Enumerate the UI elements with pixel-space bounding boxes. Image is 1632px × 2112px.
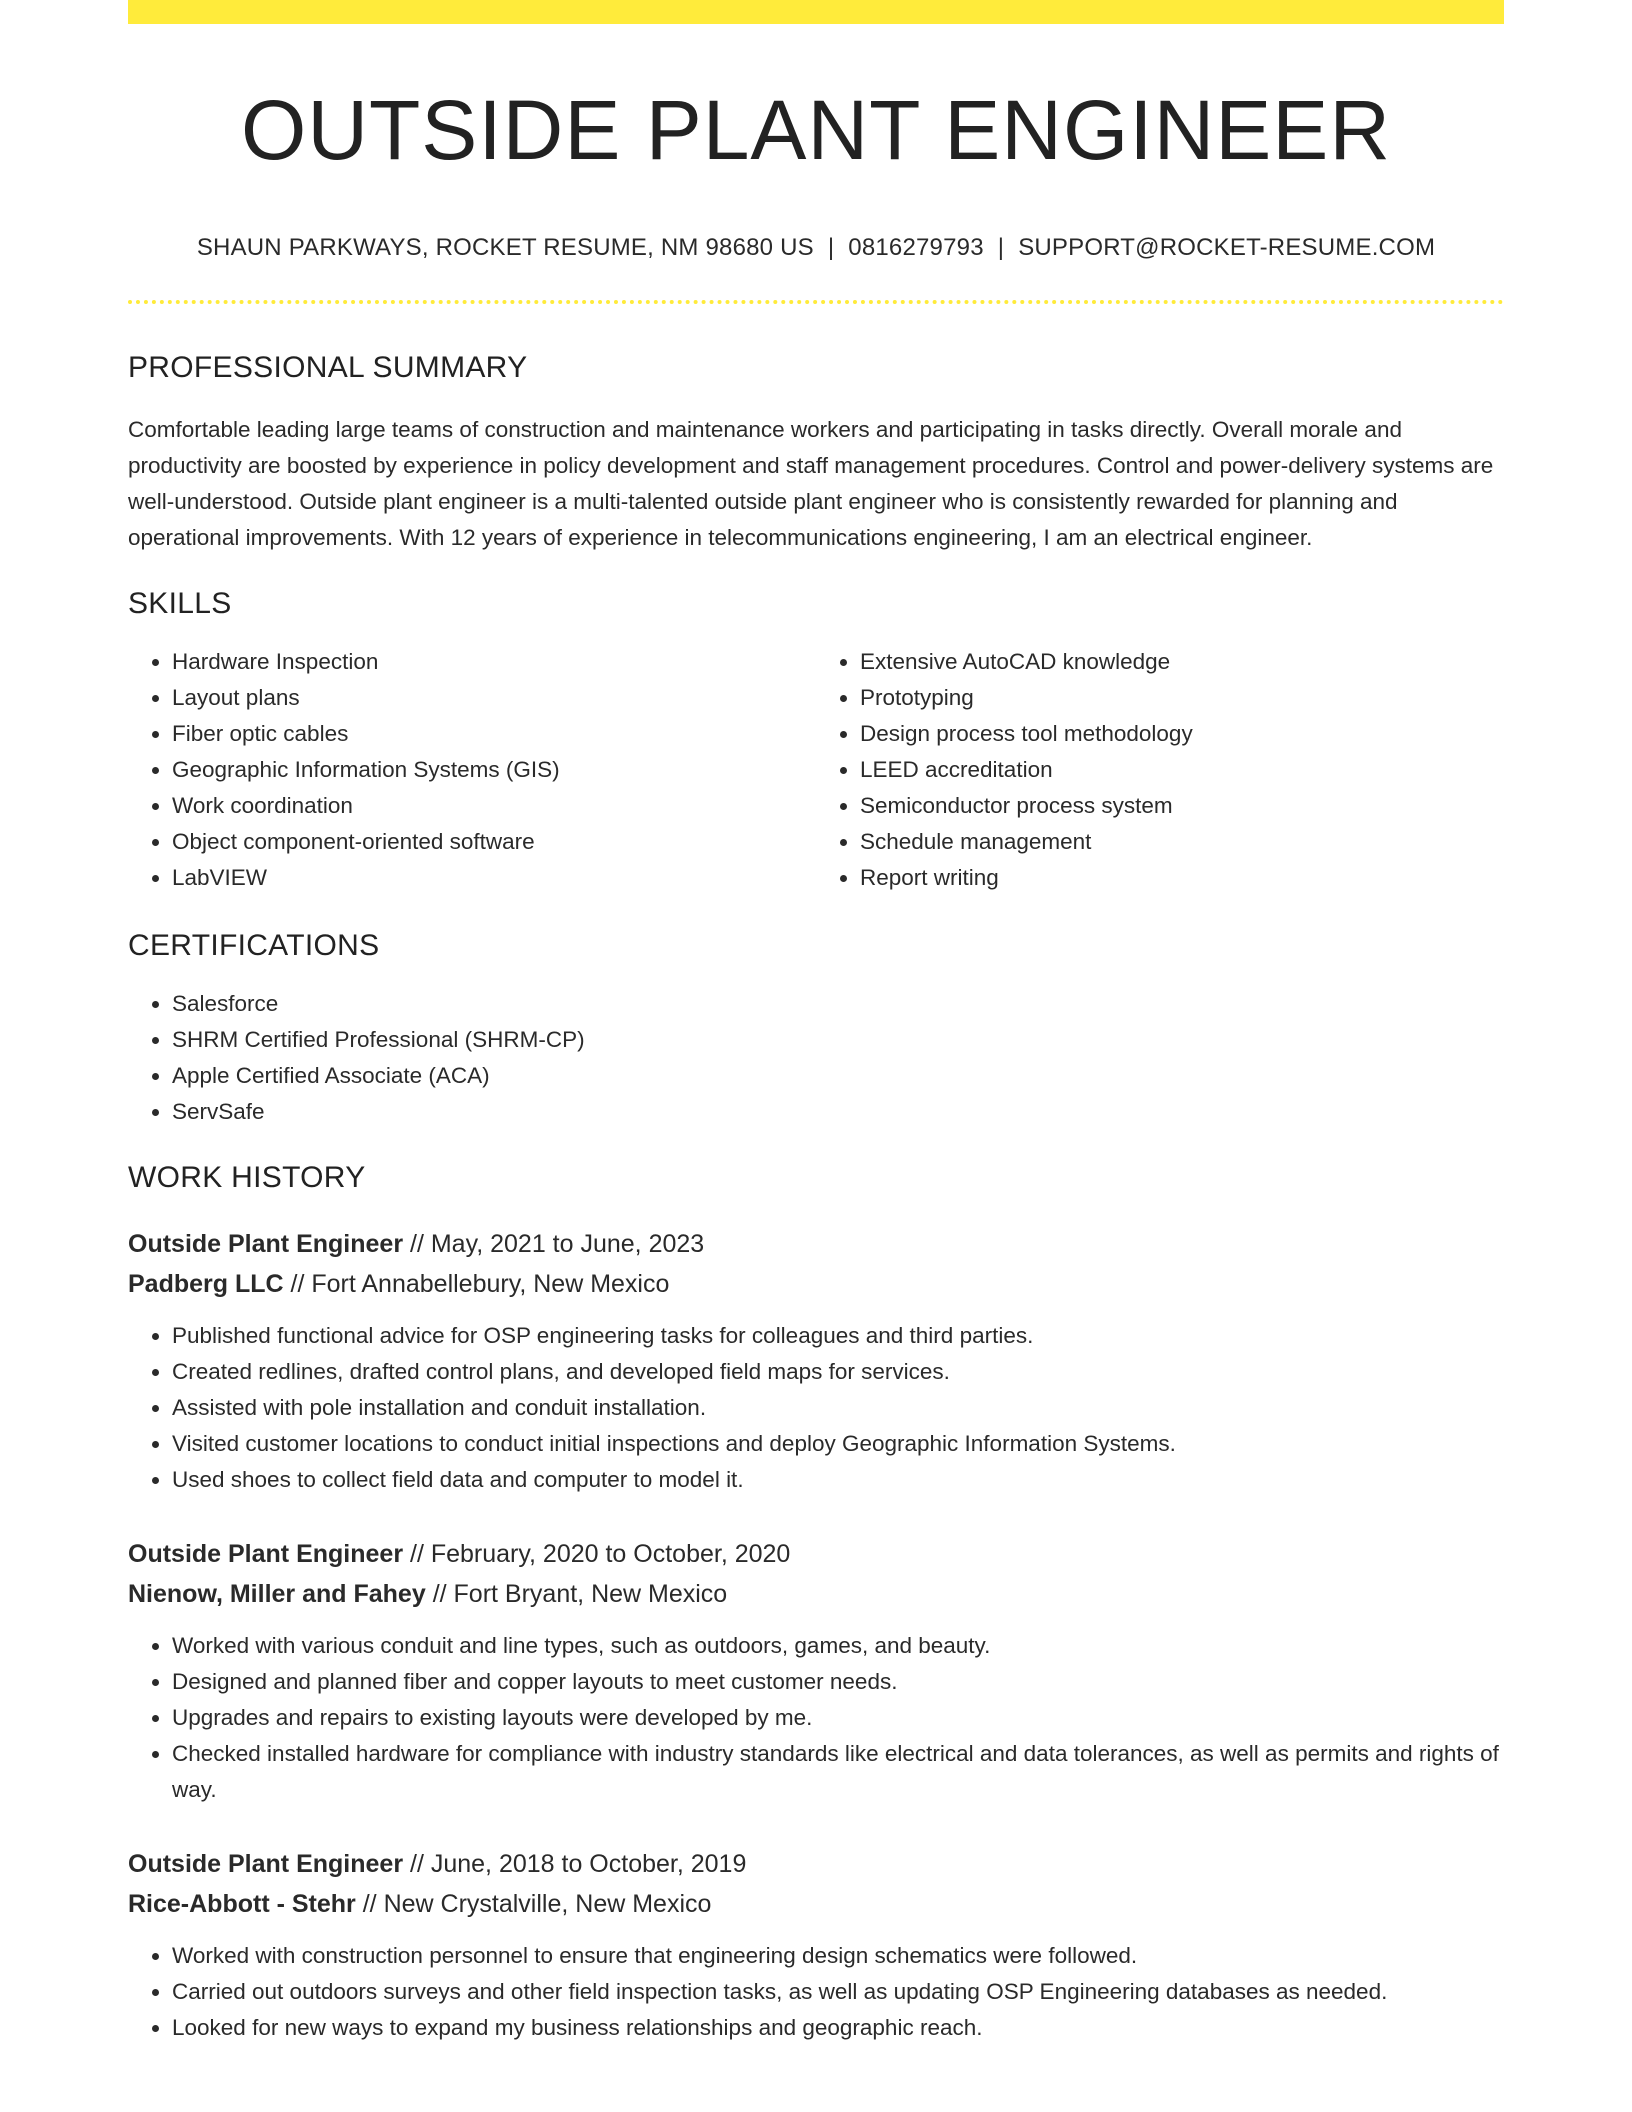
skills-heading: SKILLS	[128, 587, 232, 621]
certification-item: • ServSafe	[172, 1094, 1504, 1130]
job-bullet: • Upgrades and repairs to existing layouts were developed by me.	[172, 1700, 1504, 1736]
skill-item: • LEED accreditation	[860, 752, 1504, 788]
job-entry	[128, 1534, 1504, 1808]
skill-item: • Schedule management	[860, 824, 1504, 860]
job-company: Rice-Abbott - Stehr	[128, 1890, 356, 1919]
job-dates: // February, 2020 to October, 2020	[403, 1540, 791, 1569]
job-bullets	[128, 1628, 1504, 1808]
job-bullet: • Worked with various conduit and line types, such as outdoors, games, and beauty.	[172, 1628, 1504, 1664]
job-title-line	[128, 1224, 1504, 1264]
skill-item: • Design process tool methodology	[860, 716, 1504, 752]
certifications-heading: CERTIFICATIONS	[128, 929, 380, 963]
contact-address: SHAUN PARKWAYS, ROCKET RESUME, NM 98680 US	[196, 234, 814, 262]
summary-text: Comfortable leading large teams of construction and maintenance workers and participating in tasks directly. Overall morale and productivity are boosted by experience in policy development and staff management procedures. Control and power-delivery systems are well-understood. Outside plant engineer is a multi-talented outside plant engineer who is consistently rewarded for planning and operational improvements. With 12 years of experience in telecommunications engineering, I am an electrical engineer.	[128, 417, 1494, 551]
job-entry	[128, 1844, 1504, 2046]
job-bullet: • Created redlines, drafted control plans, and developed field maps for services.	[172, 1354, 1504, 1390]
certification-item: • SHRM Certified Professional (SHRM-CP)	[172, 1022, 1504, 1058]
job-bullet: • Designed and planned fiber and copper layouts to meet customer needs.	[172, 1664, 1504, 1700]
job-title: Outside Plant Engineer	[128, 1540, 404, 1569]
skill-item: • Geographic Information Systems (GIS)	[172, 752, 816, 788]
job-location: // New Crystalville, New Mexico	[355, 1890, 712, 1919]
work-history-heading: WORK HISTORY	[128, 1161, 366, 1195]
job-bullet: • Assisted with pole installation and conduit installation.	[172, 1390, 1504, 1426]
job-company-line	[128, 1574, 1504, 1614]
job-bullet: • Used shoes to collect field data and computer to model it.	[172, 1462, 1504, 1498]
job-bullet: • Looked for new ways to expand my business relationships and geographic reach.	[172, 2010, 1504, 2046]
resume-title: OUTSIDE PLANT ENGINEER	[240, 83, 1391, 177]
job-bullet: • Published functional advice for OSP engineering tasks for colleagues and third parties.	[172, 1318, 1504, 1354]
job-company: Padberg LLC	[128, 1270, 284, 1299]
summary-heading: PROFESSIONAL SUMMARY	[128, 351, 528, 385]
skills-section	[128, 586, 1504, 896]
contact-separator: |	[997, 234, 1005, 262]
work-history-section	[128, 1160, 1504, 2046]
job-company-line	[128, 1884, 1504, 1924]
job-bullet: • Carried out outdoors surveys and other field inspection tasks, as well as updating OSP Engineering databases as needed.	[172, 1974, 1504, 2010]
skill-item: • Object component-oriented software	[172, 824, 816, 860]
job-dates: // May, 2021 to June, 2023	[403, 1230, 705, 1259]
skill-item: • Fiber optic cables	[172, 716, 816, 752]
job-bullet: • Worked with construction personnel to ensure that engineering design schematics were followed.	[172, 1938, 1504, 1974]
certification-item: • Apple Certified Associate (ACA)	[172, 1058, 1504, 1094]
skill-item: • Hardware Inspection	[172, 644, 816, 680]
contact-line	[128, 234, 1504, 262]
skills-list-right	[816, 644, 1504, 896]
job-bullet: • Checked installed hardware for compliance with industry standards like electrical and data tolerances, as well as permits and rights of way.	[172, 1736, 1504, 1808]
skill-item: • Layout plans	[172, 680, 816, 716]
job-bullet: • Visited customer locations to conduct initial inspections and deploy Geographic Information Systems.	[172, 1426, 1504, 1462]
certification-item: • Salesforce	[172, 986, 1504, 1022]
skill-item: • LabVIEW	[172, 860, 816, 896]
resume-page	[128, 0, 1504, 2046]
contact-email: SUPPORT@ROCKET-RESUME.COM	[1018, 234, 1436, 262]
accent-top-bar	[128, 0, 1504, 24]
job-location: // Fort Annabellebury, New Mexico	[283, 1270, 670, 1299]
job-title: Outside Plant Engineer	[128, 1850, 404, 1879]
job-dates: // June, 2018 to October, 2019	[403, 1850, 747, 1879]
dotted-divider	[128, 300, 1504, 304]
job-company: Nienow, Miller and Fahey	[128, 1580, 426, 1609]
summary-section	[128, 350, 1504, 556]
contact-separator: |	[827, 234, 835, 262]
skill-item: • Prototyping	[860, 680, 1504, 716]
job-bullets	[128, 1318, 1504, 1498]
skill-item: • Extensive AutoCAD knowledge	[860, 644, 1504, 680]
job-title-line	[128, 1534, 1504, 1574]
job-title-line	[128, 1844, 1504, 1884]
certifications-section	[128, 928, 1504, 1130]
job-title: Outside Plant Engineer	[128, 1230, 404, 1259]
skill-item: • Report writing	[860, 860, 1504, 896]
job-location: // Fort Bryant, New Mexico	[425, 1580, 728, 1609]
job-company-line	[128, 1264, 1504, 1304]
certifications-list	[128, 986, 1504, 1130]
skill-item: • Work coordination	[172, 788, 816, 824]
skills-columns	[128, 644, 1504, 896]
job-bullets	[128, 1938, 1504, 2046]
contact-phone: 0816279793	[848, 234, 984, 262]
job-entry	[128, 1224, 1504, 1498]
skills-list-left	[128, 644, 816, 896]
skill-item: • Semiconductor process system	[860, 788, 1504, 824]
